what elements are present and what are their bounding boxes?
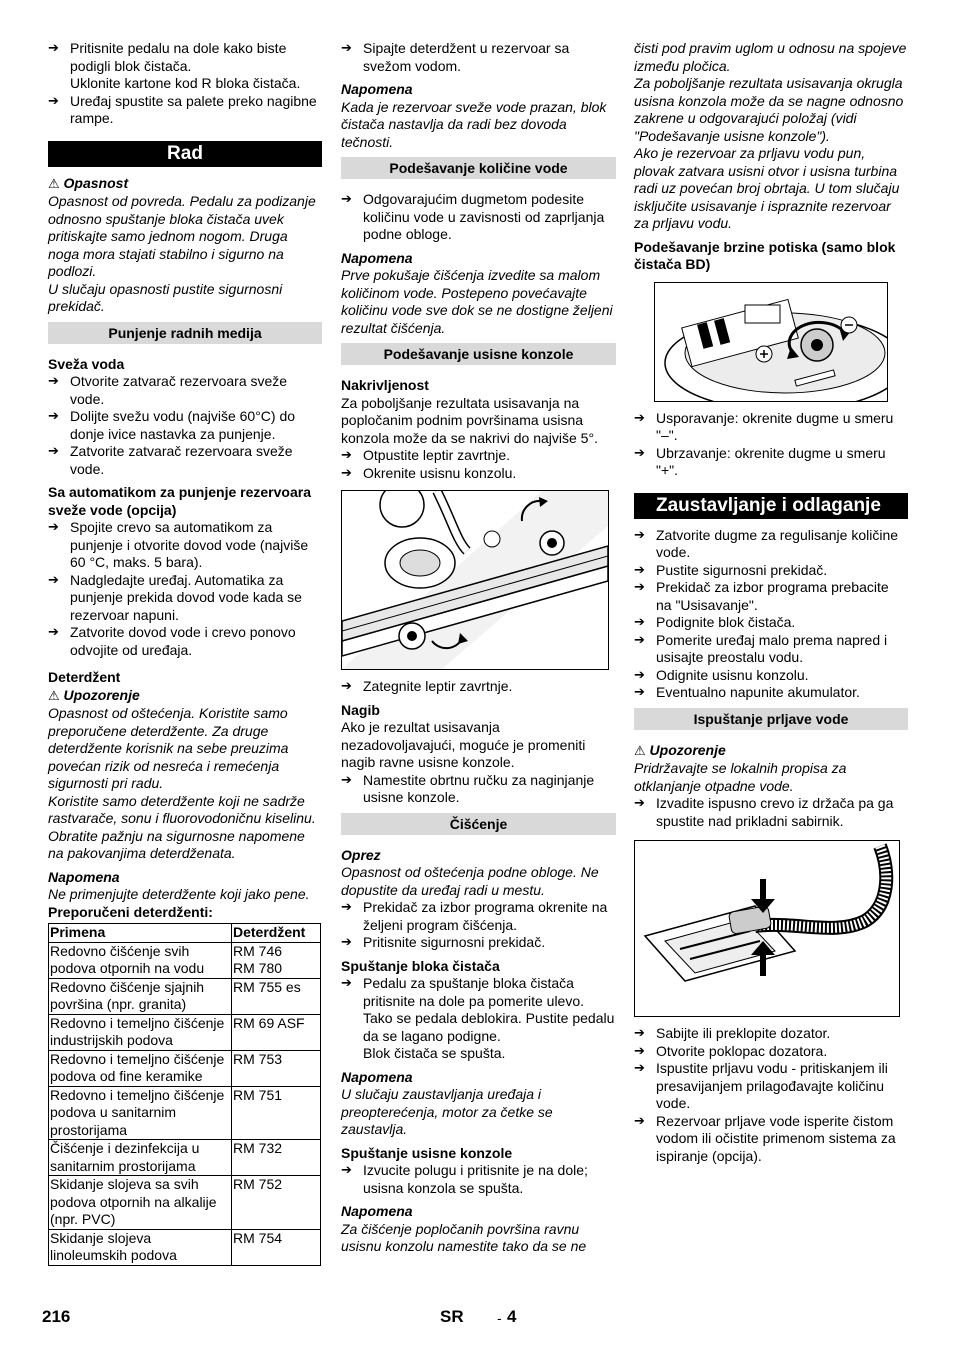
- recommended-heading: Preporučeni deterdženti:: [48, 903, 213, 920]
- step-tilt-2: ➔ Okrenite usisnu konzolu.: [341, 465, 616, 483]
- step-lower-device: ➔ Uređaj spustite sa palete preko nagibne rampe.: [48, 93, 322, 128]
- note-label: Napomena: [341, 249, 413, 266]
- step-tilt-1: ➔ Otpustite leptir zavrtnje.: [341, 447, 616, 465]
- step-water: ➔ Odgovarajućim dugmetom podesite količinu vode u zavisnosti od zaprljanja podne obloge.: [341, 191, 616, 244]
- table-row: [49, 1086, 321, 1140]
- subsection-heading-water: Podešavanje količine vode: [341, 157, 616, 179]
- table-cell-detergent: RM 732: [232, 1140, 321, 1176]
- table-cell-application: Redovno čišćenje sjajnih površina (npr. granita): [49, 978, 232, 1014]
- heading-detergent: Deterdžent: [48, 669, 121, 685]
- footer-separator: -: [497, 1310, 502, 1326]
- step-auto-1: ➔ Spojite crevo sa automatikom za punjenje i otvorite dovod vode (najviše 60 °C, maks. 5 bara).: [48, 519, 322, 572]
- continued-text-2: Za poboljšanje rezultata usisavanja okrugla usisna konzola može da se nagne odnosno zakrene u odgovarajući položaj (vidi "Podešavanje usisne konzole").: [634, 75, 904, 144]
- table-cell-application: Redovno i temeljno čišćenje industrijskih podova: [49, 1014, 232, 1050]
- step-stop-2: ➔ Pustite sigurnosni prekidač.: [634, 562, 908, 580]
- warning-text: Opasnost od oštećenja. Koristite samo preporučene deterdžente. Za druge deterdžente korisnik na sebe preuzima povećan rizik od nesreća i remećenja sigurnosti pri radu.: [48, 705, 289, 791]
- table-cell-detergent: RM 754: [232, 1229, 321, 1265]
- step-stop-6: ➔ Odignite usisnu konzolu.: [634, 667, 908, 685]
- step-add-detergent: ➔ Sipajte deterdžent u rezervoar sa svežom vodom.: [341, 40, 616, 75]
- step-tighten: ➔ Zategnite leptir zavrtnje.: [341, 678, 616, 696]
- subsection-heading-drain: Ispuštanje prljave vode: [634, 708, 908, 730]
- step-result-remove-cartons: Uklonite kartone kod R bloka čistača.: [70, 75, 301, 91]
- step-auto-2: ➔ Nadgledajte uređaj. Automatika za punjenje prekida dovod vode kada se rezervoar napuni.: [48, 572, 322, 625]
- heading-tilt: Nakrivljenost: [341, 377, 429, 393]
- step-speed-fast: ➔ Ubrzavanje: okrenite dugme u smeru "+".: [634, 445, 908, 480]
- caution-text: Opasnost od oštećenja podne obloge. Ne dopustite da uređaj radi u mestu.: [341, 864, 599, 898]
- table-cell-detergent: RM 69 ASF: [232, 1014, 321, 1050]
- note-label: Napomena: [48, 868, 120, 885]
- drain-hose-illustration: [635, 841, 899, 1016]
- table-cell-detergent: RM 751: [232, 1086, 321, 1140]
- table-row: [49, 1229, 321, 1265]
- drain-hose-figure: [634, 840, 900, 1017]
- tilt-text: Za poboljšanje rezultata usisavanja na popločanim podnim površinama usisna konzola može da se nakrivi do najviše 5°.: [341, 394, 598, 446]
- step-stop-7: ➔ Eventualno napunite akumulator.: [634, 684, 908, 702]
- heading-lower-suction: Spuštanje usisne konzole: [341, 1144, 513, 1161]
- section-heading-rad: Rad: [48, 141, 322, 167]
- step-incline: ➔ Namestite obrtnu ručku za naginjanje usisne konzole.: [341, 772, 616, 807]
- page-number: 216: [42, 1307, 71, 1326]
- speed-knob-illustration: [655, 283, 887, 401]
- language-code: SR: [440, 1307, 464, 1326]
- heading-incline: Nagib: [341, 701, 380, 718]
- continued-text: čisti pod pravim uglom u odnosu na spojeve između pločica.: [634, 40, 907, 74]
- heading-fresh-water: Sveža voda: [48, 355, 125, 372]
- danger-label: ⚠ Opasnost: [48, 174, 129, 192]
- heading-speed: Podešavanje brzine potiska (samo blok čistača BD): [634, 238, 896, 272]
- warning-text-2: Koristite samo deterdžente koji ne sadrže rastvarače, sonu i fluorovodoničnu kiselinu. Obratite pažnju na sigurnosne napomene na pakovanjima deterdženata.: [48, 792, 316, 861]
- warning-label: ⚠ Upozorenje: [634, 741, 726, 759]
- step-auto-3: ➔ Zatvorite dovod vode i crevo ponovo odvojite od uređaja.: [48, 624, 322, 659]
- warning-triangle-icon: ⚠: [634, 743, 646, 759]
- table-cell-detergent: RM 752: [232, 1176, 321, 1230]
- warning-triangle-icon: ⚠: [48, 176, 60, 192]
- table-row: [49, 1050, 321, 1086]
- note-label: Napomena: [341, 1203, 413, 1219]
- step-fresh-1: ➔ Otvorite zatvarač rezervoara sveže vode.: [48, 373, 322, 408]
- table-cell-application: Skidanje slojeva linoleumskih podova: [49, 1229, 232, 1265]
- table-cell-detergent: RM 746 RM 780: [232, 942, 321, 978]
- step-stop-3: ➔ Prekidač za izbor programa prebacite na "Usisavanje".: [634, 579, 908, 614]
- speed-knob-figure: [654, 282, 888, 402]
- table-cell-application: Čišćenje i dezinfekcija u sanitarnim prostorijama: [49, 1140, 232, 1176]
- column-right: [634, 40, 908, 1165]
- table-row: [49, 1140, 321, 1176]
- step-drain: ➔ Izvadite ispusno crevo iz držača pa ga spustite nad prikladni sabirnik.: [634, 795, 908, 830]
- heading-auto-fill: Sa automatikom za punjenje rezervoara sveže vode (opcija): [48, 484, 311, 518]
- step-stop-1: ➔ Zatvorite dugme za regulisanje količine vode.: [634, 527, 908, 562]
- warning-triangle-icon: ⚠: [48, 688, 60, 704]
- step-fresh-3: ➔ Zatvorite zatvarač rezervoara sveže vode.: [48, 443, 322, 478]
- subsection-heading-filling: Punjenje radnih medija: [48, 322, 322, 344]
- table-header-cell: Primena: [49, 924, 232, 943]
- step-drain-2: ➔ Otvorite poklopac dozatora.: [634, 1043, 908, 1061]
- lower-result: Blok čistača se spušta.: [363, 1045, 506, 1061]
- detergent-table: [48, 923, 321, 1266]
- note-text: Kada je rezervoar sveže vode prazan, blok čistača nastavlja da radi bez dovoda tečnosti.: [341, 98, 607, 150]
- note-label: Napomena: [341, 81, 413, 97]
- column-left: [48, 40, 322, 1266]
- note-text: Ne primenjujte deterdžente koji jako pene.: [48, 886, 310, 902]
- step-stop-5: ➔ Pomerite uređaj malo prema napred i usisajte preostalu vodu.: [634, 632, 908, 667]
- step-drain-3: ➔ Ispustite prljavu vodu - pritiskanjem ili presavijanjem prilagođavajte količinu vode.: [634, 1060, 908, 1113]
- table-cell-detergent: RM 755 es: [232, 978, 321, 1014]
- suction-console-figure: [341, 490, 609, 670]
- note-text: Za čišćenje popločanih površina ravnu usisnu konzolu namestite tako da se ne: [341, 1220, 587, 1254]
- note-text: Prve pokušaje čišćenja izvedite sa malom količinom vode. Postepeno povećavajte količinu vode sve dok se ne dostigne željeni rezultat čišćenja.: [341, 267, 613, 336]
- step-lower-suction: ➔ Izvucite polugu i pritisnite je na dole; usisna konzola se spušta.: [341, 1162, 616, 1197]
- warning-label: ⚠ Upozorenje: [48, 686, 140, 704]
- warning-text: Pridržavajte se lokalnih propisa za otklanjanje otpadne vode.: [634, 760, 847, 794]
- column-middle: [341, 40, 616, 1256]
- danger-text-2: U slučaju opasnosti pustite sigurnosni prekidač.: [48, 280, 283, 314]
- table-cell-application: Redovno i temeljno čišćenje podova od fine keramike: [49, 1050, 232, 1086]
- continued-text-3: Ako je rezervoar za prljavu vodu pun, plovak zatvara usisni otvor i usisna turbina radi uz povećan broj obrtaja. U tom slučaju isključite usisavanje i ispraznite rezervoar za prljavu vodu.: [634, 145, 900, 231]
- step-drain-1: ➔ Sabijte ili preklopite dozator.: [634, 1025, 908, 1043]
- step-drain-4: ➔ Rezervoar prljave vode isperite čistom vodom ili očistite primenom sistema za ispiranje (opcija).: [634, 1113, 908, 1166]
- note-text: U slučaju zaustavljanja uređaja i preopterećenja, motor za četke se zaustavlja.: [341, 1086, 553, 1137]
- table-header-cell: Deterdžent: [232, 924, 321, 943]
- table-header-row: [49, 924, 321, 943]
- suction-console-illustration: [342, 491, 608, 669]
- step-clean-1: ➔ Prekidač za izbor programa okrenite na željeni program čišćenja.: [341, 899, 616, 934]
- step-raise-block: ➔ Pritisnite pedalu na dole kako biste podigli blok čistača.: [48, 40, 322, 75]
- step-lower-block: ➔ Pedalu za spuštanje bloka čistača pritisnite na dole pa pomerite ulevo. Tako se pedala deblokira. Pustite pedalu da se lagano podigne.: [341, 975, 616, 1045]
- step-fresh-2: ➔ Dolijte svežu vodu (najviše 60°C) do donje ivice nastavka za punjenje.: [48, 408, 322, 443]
- table-row: [49, 1176, 321, 1230]
- incline-text: Ako je rezultat usisavanja nezadovoljavajući, moguće je promeniti nagib ravne usisne konzole.: [341, 719, 586, 770]
- table-cell-detergent: RM 753: [232, 1050, 321, 1086]
- section-heading-stop: Zaustavljanje i odlaganje: [634, 493, 908, 519]
- step-stop-4: ➔ Podignite blok čistača.: [634, 614, 908, 632]
- subsection-heading-suction: Podešavanje usisne konzole: [341, 343, 616, 365]
- section-page-number: 4: [507, 1307, 517, 1326]
- table-row: [49, 942, 321, 978]
- table-cell-application: Skidanje slojeva sa svih podova otpornih na alkalije (npr. PVC): [49, 1176, 232, 1230]
- table-row: [49, 1014, 321, 1050]
- table-cell-application: Redovno čišćenje svih podova otpornih na vodu: [49, 942, 232, 978]
- caution-label: Oprez: [341, 846, 381, 863]
- table-row: [49, 978, 321, 1014]
- step-speed-slow: ➔ Usporavanje: okrenite dugme u smeru "–".: [634, 410, 908, 445]
- heading-lower-block: Spuštanje bloka čistača: [341, 957, 500, 974]
- step-clean-2: ➔ Pritisnite sigurnosni prekidač.: [341, 934, 616, 952]
- note-label: Napomena: [341, 1068, 413, 1085]
- subsection-heading-cleaning: Čišćenje: [341, 813, 616, 835]
- table-cell-application: Redovno i temeljno čišćenje podova u sanitarnim prostorijama: [49, 1086, 232, 1140]
- danger-text: Opasnost od povreda. Pedalu za podizanje odnosno spuštanje bloka čistača uvek pritiskajte samo jednom nogom. Druga noga mora stajati stabilno i sigurno na podlozi.: [48, 193, 316, 279]
